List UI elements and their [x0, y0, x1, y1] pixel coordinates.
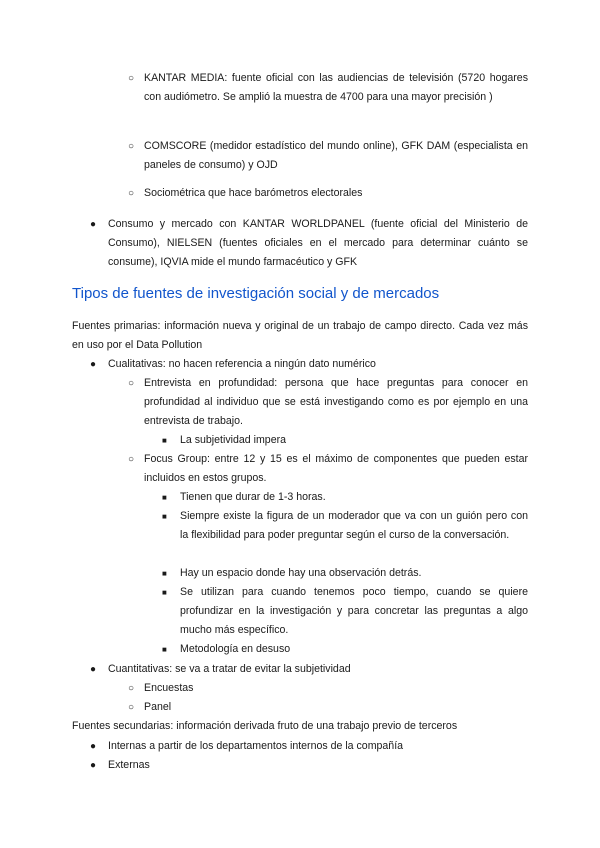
list-item-encuestas: Encuestas: [144, 682, 194, 694]
list-item-panel: Panel: [144, 701, 172, 713]
list-item-focus-group: Focus Group: entre 12 y 15 es el máximo de componentes que pueden estar incluidos en estos grupos.: [144, 453, 528, 484]
square-bullet: ■: [162, 493, 167, 502]
circle-bullet: ○: [128, 188, 135, 199]
disc-bullet: ●: [90, 219, 97, 230]
paragraph-primarias: Fuentes primarias: información nueva y original de un trabajo de campo directo. Cada vez más en uso por el Data Pollution: [72, 320, 528, 351]
list-item-focus-detail: Hay un espacio donde hay una observación detrás.: [180, 567, 422, 579]
circle-bullet: ○: [128, 73, 135, 84]
square-bullet: ■: [162, 512, 167, 521]
circle-bullet: ○: [128, 702, 135, 713]
list-item-focus-detail: Siempre existe la figura de un moderador que va con un guión pero con la flexibilidad para poder preguntar según el curso de la conversación.: [180, 510, 528, 541]
list-item-internas: Internas a partir de los departamentos internos de la compañía: [108, 740, 404, 752]
circle-bullet: ○: [128, 141, 135, 152]
square-bullet: ■: [162, 645, 167, 654]
square-bullet: ■: [162, 588, 167, 597]
list-item-externas: Externas: [108, 759, 150, 771]
list-item-focus-detail: Metodología en desuso: [180, 643, 291, 655]
disc-bullet: ●: [90, 664, 97, 675]
circle-bullet: ○: [128, 454, 135, 465]
list-item-subjetividad: La subjetividad impera: [180, 434, 286, 446]
list-item-sociometrica: Sociométrica que hace barómetros electorales: [144, 187, 363, 199]
section-heading: Tipos de fuentes de investigación social y de mercados: [72, 285, 440, 302]
list-item-cualitativas: Cualitativas: no hacen referencia a ningún dato numérico: [108, 358, 376, 370]
list-item-focus-detail: Tienen que durar de 1-3 horas.: [180, 491, 326, 503]
square-bullet: ■: [162, 436, 167, 445]
list-item-comscore: COMSCORE (medidor estadístico del mundo online), GFK DAM (especialista en paneles de consumo) y OJD: [144, 140, 528, 171]
list-item-kantar-media: KANTAR MEDIA: fuente oficial con las audiencias de televisión (5720 hogares con audiómetro. Se amplió la muestra de 4700 para una mayor precisión ): [144, 72, 528, 103]
circle-bullet: ○: [128, 378, 135, 389]
list-item-focus-detail: Se utilizan para cuando tenemos poco tiempo, cuando se quiere profundizar en la investigación y para concretar las preguntas a algo mucho más específico.: [180, 586, 528, 636]
circle-bullet: ○: [128, 683, 135, 694]
square-bullet: ■: [162, 569, 167, 578]
list-item-entrevista: Entrevista en profundidad: persona que hace preguntas para conocer en profundidad al individuo que se está investigando como es por ejemplo en una entrevista de trabajo.: [144, 377, 528, 427]
paragraph-secundarias: Fuentes secundarias: información derivada fruto de una trabajo previo de terceros: [72, 720, 458, 732]
disc-bullet: ●: [90, 741, 97, 752]
list-item-consumo: Consumo y mercado con KANTAR WORLDPANEL (fuente oficial del Ministerio de Consumo), NIELSEN (fuentes oficiales en el mercado para determinar cuánto se consume), IQVIA mide el mundo farmacéutico y GFK: [108, 218, 528, 268]
disc-bullet: ●: [90, 760, 97, 771]
disc-bullet: ●: [90, 359, 97, 370]
list-item-cuantitativas: Cuantitativas: se va a tratar de evitar la subjetividad: [108, 663, 351, 675]
